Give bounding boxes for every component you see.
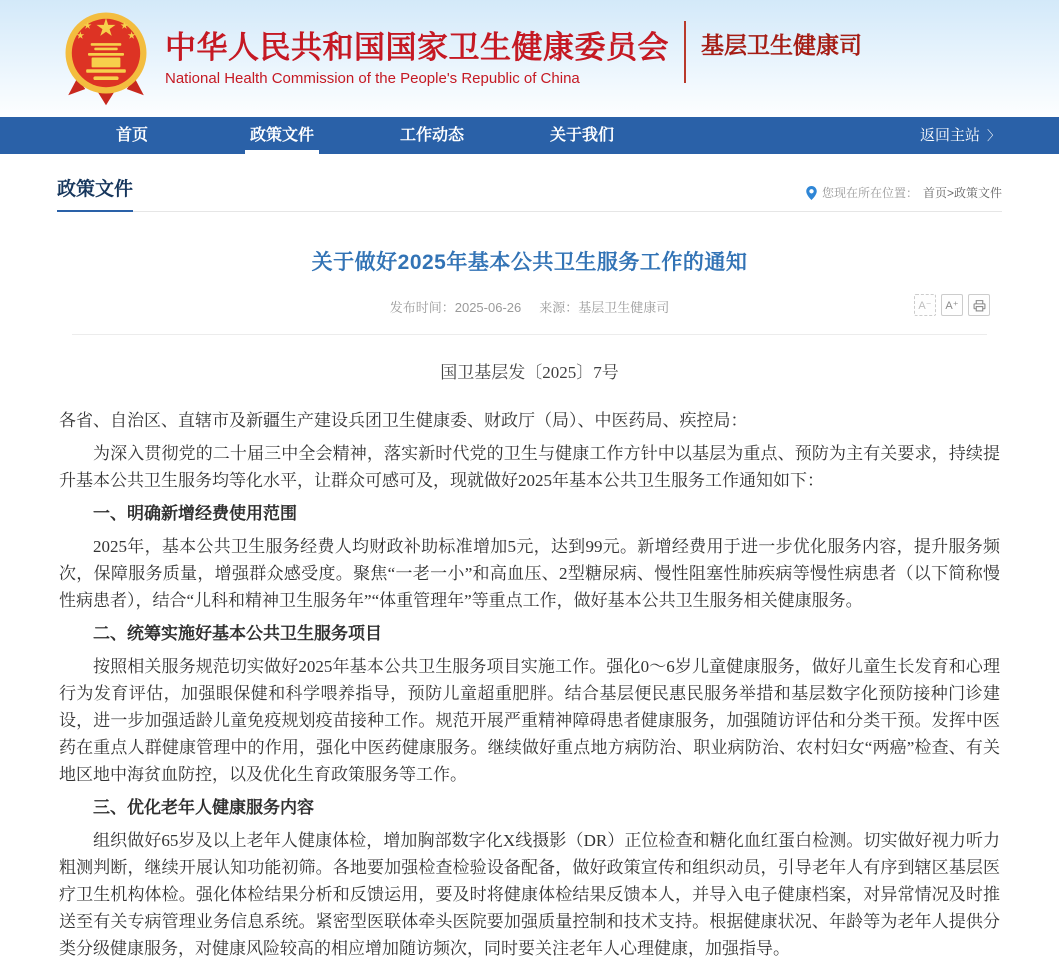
source-label: 来源： bbox=[539, 300, 579, 315]
org-subtitle: National Health Commission of the People's Republic of China bbox=[165, 70, 580, 88]
doc-body bbox=[57, 407, 1002, 962]
breadcrumb-path[interactable]: 首页>政策文件 bbox=[922, 186, 1002, 200]
article-toolbar bbox=[914, 294, 990, 316]
main-content bbox=[57, 174, 1002, 962]
breadcrumb bbox=[806, 184, 1002, 211]
paragraph-section-3: 组织做好65岁及以上老年人健康体检，增加胸部数字化X线摄影（DR）正位检查和糖化血红蛋白检测。切实做好视力听力粗测判断，继续开展认知功能初筛。各地要加强检查检验设备配备，做好政策宣传和组织动员，引导老年人有序到辖区基层医疗卫生机构体检。强化体检结果分析和反馈运用，要及时将健康体检结果反馈本人，并导入电子健康档案，对异常情况及时推送至有关专病管理业务信息系统。紧密型医联体牵头医院要加强质量控制和技术支持。根据健康状况、年龄等为老年人提供分类分级健康服务，对健康风险较高的相应增加随访频次，同时要关注老年人心理健康，加强指导。 bbox=[59, 831, 1000, 958]
header-divider bbox=[684, 21, 686, 83]
department-name: 基层卫生健康司 bbox=[701, 32, 862, 58]
publish-date-value: 2025-06-26 bbox=[454, 300, 522, 315]
section-heading-3: 三、优化老年人健康服务内容 bbox=[93, 798, 314, 817]
section-heading-2: 二、统筹实施好基本公共卫生服务项目 bbox=[93, 624, 382, 643]
article-divider bbox=[72, 334, 987, 335]
font-increase-button[interactable]: A⁺ bbox=[941, 294, 963, 316]
page-section-title: 政策文件 bbox=[57, 174, 133, 212]
return-main-site-label: 返回主站 bbox=[919, 127, 980, 144]
site-header bbox=[0, 0, 1059, 117]
print-button[interactable] bbox=[968, 294, 990, 316]
section-header bbox=[57, 174, 1002, 212]
article-title: 关于做好2025年基本公共卫生服务工作的通知 bbox=[311, 251, 748, 274]
org-title-block bbox=[165, 30, 669, 88]
paragraph-section-1: 2025年，基本公共卫生服务经费人均财政补助标准增加5元，达到99元。新增经费用于进一步优化服务内容，提升服务频次，保障服务质量，增强群众感受度。聚焦“一老一小”和高血压、2型糖尿病、慢性阻塞性肺疾病等慢性病患者（以下简称慢性病患者），结合“儿科和精神卫生服务年”“体重管理年”等重点工作，做好基本公共卫生服务相关健康服务。 bbox=[59, 537, 1000, 610]
paragraph-salutation: 各省、自治区、直辖市及新疆生产建设兵团卫生健康委、财政厅（局）、中医药局、疾控局： bbox=[59, 411, 748, 430]
org-title: 中华人民共和国国家卫生健康委员会 bbox=[165, 29, 669, 65]
article bbox=[57, 212, 1002, 962]
doc-number: 国卫基层发〔2025〕7号 bbox=[440, 363, 619, 382]
location-pin-icon bbox=[806, 186, 817, 200]
nav-item-about-us[interactable]: 关于我们 bbox=[549, 127, 614, 144]
nav-item-policy-documents[interactable]: 政策文件 bbox=[207, 117, 357, 154]
source-value: 基层卫生健康司 bbox=[578, 300, 670, 315]
paragraph-intro: 为深入贯彻党的二十届三中全会精神，落实新时代党的卫生与健康工作方针中以基层为重点、预防为主有关要求，持续提升基本公共卫生服务均等化水平，让群众可感可及，现就做好2025年基本公共卫生服务工作通知如下： bbox=[59, 444, 1000, 490]
print-icon bbox=[973, 299, 986, 312]
main-nav bbox=[0, 117, 1059, 154]
breadcrumb-prefix: 您现在所在位置： bbox=[821, 186, 918, 200]
nav-item-home[interactable]: 首页 bbox=[115, 127, 148, 144]
section-heading-1: 一、明确新增经费使用范围 bbox=[93, 504, 297, 523]
article-meta bbox=[390, 300, 670, 315]
publish-date-label: 发布时间： bbox=[389, 300, 455, 315]
paragraph-section-2: 按照相关服务规范切实做好2025年基本公共卫生服务项目实施工作。强化0～6岁儿童健康服务，做好儿童生长发育和心理行为发育评估，加强眼保健和科学喂养指导，预防儿童超重肥胖。结合基层便民惠民服务举措和基层数字化预防接种门诊建设，进一步加强适龄儿童免疫规划疫苗接种工作。规范开展严重精神障碍患者健康服务，加强随访评估和分类干预。发挥中医药在重点人群健康管理中的作用，强化中医药健康服务。继续做好重点地方病防治、职业病防治、农村妇女“两癌”检查、有关地区地中海贫血防控，以及优化生育政策服务等工作。 bbox=[59, 657, 1000, 784]
national-emblem-logo bbox=[61, 8, 151, 107]
return-main-site-link[interactable] bbox=[920, 117, 1002, 154]
article-meta-row bbox=[57, 297, 1002, 321]
font-decrease-button[interactable]: A⁻ bbox=[914, 294, 936, 316]
chevron-right-icon: 〉 bbox=[986, 128, 1000, 143]
nav-item-work-news[interactable]: 工作动态 bbox=[399, 127, 464, 144]
